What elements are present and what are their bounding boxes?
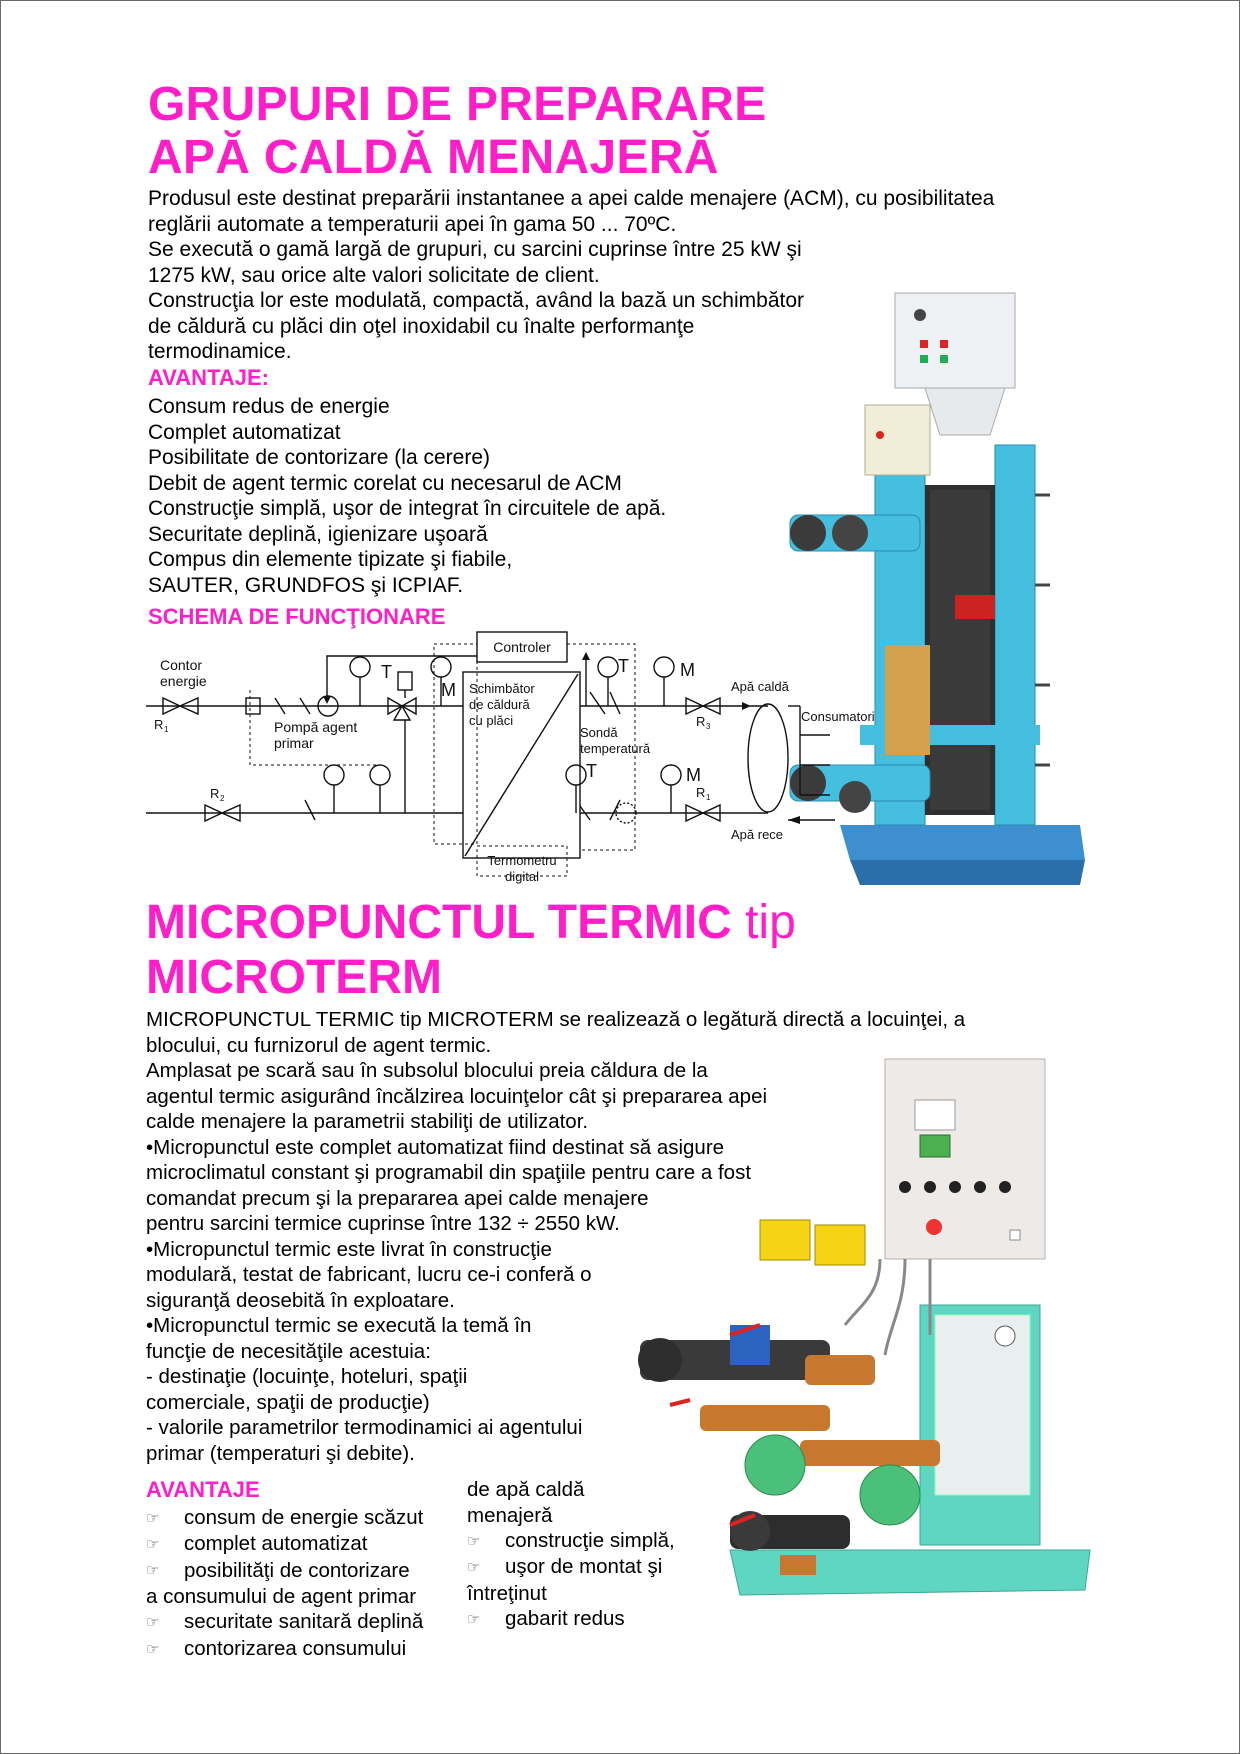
- intro-line: Se execută o gamă largă de grupuri, cu sarcini cuprinse între 25 kW şi: [148, 238, 802, 261]
- diagram-label-apa-calda: Apă caldă: [731, 679, 789, 694]
- advantage-bullet: ☞ complet automatizat: [146, 1531, 423, 1557]
- advantage-bullet-continuation: de apă caldă: [467, 1478, 585, 1501]
- advantage-bullet: ☞ construcţie simplă,: [467, 1528, 675, 1554]
- hand-pointer-icon: ☞: [467, 1610, 481, 1628]
- diagram-label-r2: R: [210, 786, 220, 801]
- diagram-label-r1-right-sub: 1: [706, 793, 711, 802]
- paragraph-line: comandat precum şi la prepararea apei calde menajere: [146, 1186, 649, 1210]
- diagram-label-r3: R: [696, 714, 706, 729]
- paragraph-line: - destinaţie (locuinţe, hoteluri, spaţii: [146, 1365, 468, 1388]
- diagram-label-r1: R: [154, 717, 164, 732]
- diagram-label-pompa: Pompă agent: [274, 719, 358, 735]
- diagram-label-r1-right: R: [696, 785, 706, 800]
- diagram-label-schimbator: cu plăci: [469, 713, 514, 728]
- diagram-label-pompa: primar: [274, 735, 314, 751]
- section1-advantages-heading: AVANTAJE:: [148, 365, 269, 390]
- diagram-label-apa-rece: Apă rece: [731, 827, 784, 842]
- section2-advantages-col1: [146, 1505, 423, 1662]
- section2-advantages-col2: [467, 1477, 675, 1632]
- advantage-bullet-continuation: a consumului de agent primar: [146, 1584, 417, 1608]
- paragraph-line: siguranţă deosebită în exploatare.: [146, 1288, 455, 1312]
- intro-line: reglării automate a temperaturii apei în gama 50 ... 70ºC.: [148, 212, 677, 236]
- hand-pointer-icon: ☞: [146, 1614, 160, 1632]
- hand-pointer-icon: ☞: [146, 1562, 160, 1580]
- diagram-label-sonda: Sondă: [580, 725, 618, 740]
- section2-advantages-heading: AVANTAJE: [146, 1477, 260, 1502]
- paragraph-line: •Micropunctul este complet automatizat fiind destinat să asigure: [146, 1135, 725, 1159]
- diagram-label-t: T: [618, 656, 629, 676]
- advantage-bullet-continuation: întreţinut: [467, 1581, 547, 1605]
- diagram-label-r3-sub: 3: [706, 722, 711, 731]
- intro-line: Construcţia lor este modulată, compactă, având la bază un schimbător: [148, 289, 805, 312]
- diagram-label-termometru: digital: [505, 869, 539, 884]
- diagram-label-schimbator: Schimbător: [469, 681, 535, 696]
- hand-pointer-icon: ☞: [146, 1509, 160, 1527]
- advantage-item: Posibilitate de contorizare (la cerere): [148, 446, 490, 469]
- diagram-label-schimbator: de căldură: [469, 697, 530, 712]
- hand-pointer-icon: ☞: [146, 1640, 160, 1658]
- paragraph-line: Amplasat pe scară sau în subsolul blocului preia căldura de la: [146, 1059, 708, 1082]
- intro-line: termodinamice.: [148, 340, 292, 363]
- hand-pointer-icon: ☞: [467, 1532, 481, 1550]
- paragraph-line: primar (temperaturi şi debite).: [146, 1441, 415, 1465]
- advantage-bullet-continuation: menajeră: [467, 1503, 553, 1527]
- section1-title: [148, 78, 767, 184]
- section2-title-bold: MICROPUNCTUL TERMIC: [146, 896, 732, 949]
- paragraph-line: agentul termic asigurând încălzirea locuinţelor cât şi prepararea apei: [146, 1084, 768, 1108]
- advantage-item: Consum redus de energie: [148, 395, 390, 418]
- paragraph-line: •Micropunctul termic se execută la temă în: [146, 1314, 532, 1337]
- paragraph-line: microclimatul constant şi programabil din spaţiile pentru care a fost: [146, 1161, 752, 1184]
- advantage-item: Debit de agent termic corelat cu necesarul de ACM: [148, 471, 622, 495]
- diagram-label-t: T: [586, 761, 597, 781]
- paragraph-line: calde menajere la parametrii stabiliţi de utilizator.: [146, 1110, 589, 1133]
- section1-title-line1: GRUPURI DE PREPARARE: [148, 78, 767, 131]
- paragraph-line: funcţie de necesităţile acestuia:: [146, 1339, 431, 1363]
- paragraph-line: modulară, testat de fabricant, lucru ce-i conferă o: [146, 1263, 592, 1286]
- schema-heading: SCHEMA DE FUNCŢIONARE: [148, 604, 446, 629]
- diagram-label-r2-sub: 2: [220, 794, 225, 803]
- diagram-label-controler: Controler: [493, 639, 551, 655]
- diagram-label-contor: energie: [160, 673, 207, 689]
- diagram-label-m: M: [441, 680, 456, 700]
- paragraph-line: comerciale, spaţii de producţie): [146, 1390, 430, 1414]
- advantage-bullet: ☞ uşor de montat şi: [467, 1554, 675, 1580]
- hand-pointer-icon: ☞: [146, 1536, 160, 1554]
- section2-title: [146, 895, 796, 1005]
- paragraph-line: pentru sarcini termice cuprinse între 132 ÷ 2550 kW.: [146, 1212, 620, 1235]
- diagram-label-sonda: temperatură: [580, 741, 651, 756]
- diagram-label-r1-sub: 1: [164, 725, 169, 734]
- diagram-label-contor: Contor: [160, 657, 203, 673]
- intro-line: de căldură cu plăci din oţel inoxidabil cu înalte performanţe: [148, 314, 695, 338]
- advantage-item: Construcţie simplă, uşor de integrat în circuitele de apă.: [148, 497, 667, 520]
- advantage-item: Compus din elemente tipizate şi fiabile,: [148, 548, 513, 571]
- advantage-bullet: ☞ securitate sanitară deplină: [146, 1609, 423, 1635]
- hand-pointer-icon: ☞: [467, 1559, 481, 1577]
- paragraph-line: - valorile parametrilor termodinamici ai agentului: [146, 1416, 583, 1439]
- section2-title-line2: MICROTERM: [146, 951, 442, 1004]
- advantage-item: SAUTER, GRUNDFOS şi ICPIAF.: [148, 573, 464, 597]
- microterm-unit-illustration: [630, 1055, 1095, 1615]
- paragraph-line: •Micropunctul termic este livrat în construcţie: [146, 1237, 552, 1261]
- advantage-item: Complet automatizat: [148, 420, 341, 444]
- advantage-bullet: ☞ gabarit redus: [467, 1606, 675, 1632]
- advantage-item: Securitate deplină, igienizare uşoară: [148, 522, 488, 546]
- section2-title-tip: tip: [745, 896, 796, 949]
- diagram-label-termometru: Termometru: [487, 853, 557, 868]
- diagram-label-consumatori: Consumatori: [801, 709, 875, 724]
- advantage-bullet: ☞ consum de energie scăzut: [146, 1505, 423, 1531]
- functional-schema-diagram: [140, 620, 900, 890]
- intro-line: 1275 kW, sau orice alte valori solicitate de client.: [148, 263, 600, 287]
- intro-line: Produsul este destinat preparării instantanee a apei calde menajere (ACM), cu posibilitatea: [148, 187, 995, 210]
- paragraph-line: MICROPUNCTUL TERMIC tip MICROTERM se realizează o legătură directă a locuinţei, a: [146, 1008, 966, 1031]
- advantage-bullet: ☞ contorizarea consumului: [146, 1636, 423, 1662]
- paragraph-line: blocului, cu furnizorul de agent termic.: [146, 1033, 492, 1057]
- section1-title-line2: APĂ CALDĂ MENAJERĂ: [148, 131, 719, 184]
- diagram-label-m: M: [686, 765, 701, 785]
- diagram-label-m: M: [680, 660, 695, 680]
- advantage-bullet: ☞ posibilităţi de contorizare: [146, 1558, 423, 1584]
- section1-advantages-list: [148, 394, 768, 598]
- diagram-label-t: T: [381, 662, 392, 682]
